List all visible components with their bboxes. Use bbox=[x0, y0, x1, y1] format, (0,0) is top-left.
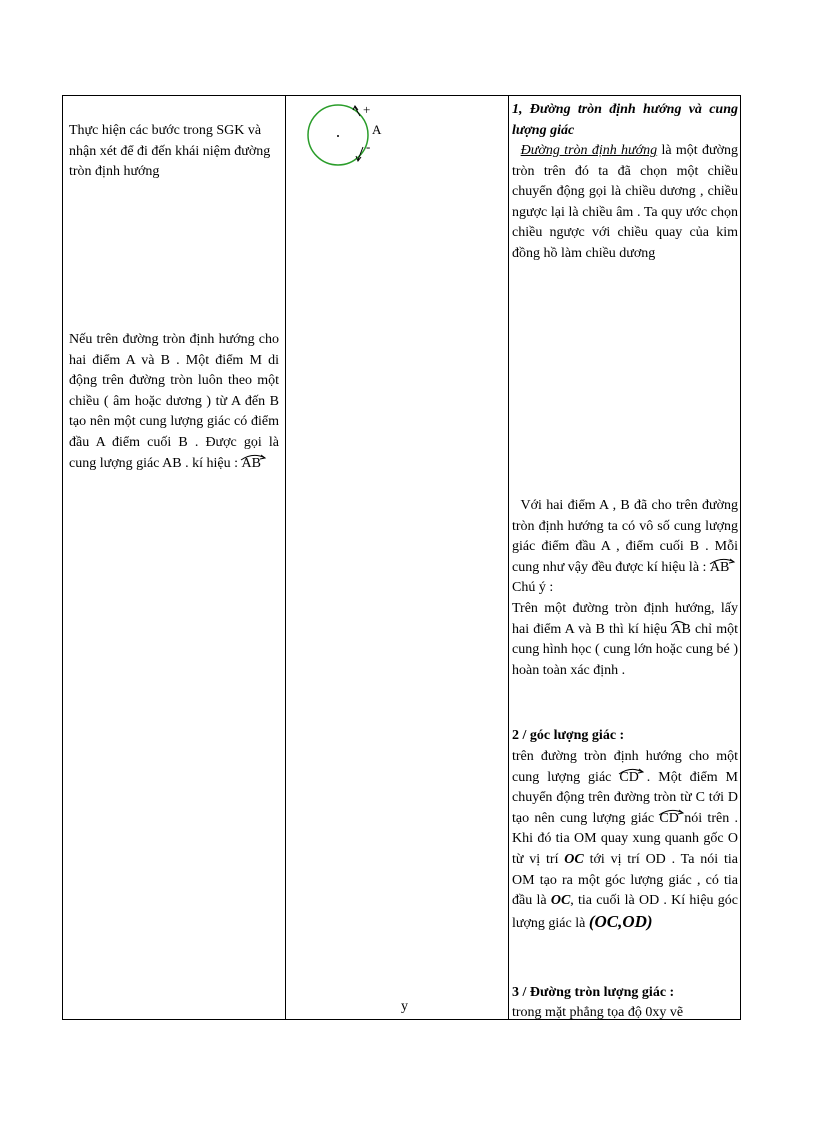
plus-label: + bbox=[363, 102, 371, 117]
trig-angle-text-b: . Một điểm M chuyển động trên đường tròn từ C tới D tạo nên cung lượng giác bbox=[512, 769, 739, 826]
trig-angle-text-d: tới vị trí OD . Ta nói tia OM tạo ra một góc lượng giác , có tia đầu là bbox=[512, 851, 739, 909]
arc-symbol-text-2: AB bbox=[709, 559, 730, 575]
arc-arrow-icon bbox=[239, 452, 267, 462]
arc-symbol-text: AB bbox=[241, 455, 261, 471]
note-text-a: Trên một đường tròn định hướng, lấy hai điểm A và B thì kí hiệu bbox=[512, 600, 738, 637]
arc-paragraph bbox=[512, 496, 738, 681]
content-table bbox=[62, 95, 741, 1020]
center-dot bbox=[337, 135, 339, 137]
column-activity bbox=[63, 96, 286, 1019]
trig-angle-paragraph bbox=[512, 747, 738, 934]
trig-angle-text-c: nói trên . Khi đó tia OM quay xung quanh gốc O từ vị trí bbox=[512, 810, 739, 867]
point-a-label: A bbox=[372, 122, 382, 137]
definition-body: là một đường tròn trên đó ta đã chọn một chiều chuyển động gọi là chiều dương , chiều ngược lại là chiều âm . Ta quy ước chọn chiều ngược với chiều quay của kim đồng hồ làm chiều dương bbox=[512, 143, 738, 261]
trig-angle-text-a: trên đường tròn định hướng cho một cung lượng giác bbox=[512, 749, 738, 785]
column-figure bbox=[285, 96, 509, 1019]
geometric-arc-symbol bbox=[671, 620, 690, 641]
trig-circle-paragraph: trong mặt phẳng tọa độ 0xy vẽ bbox=[512, 1005, 684, 1020]
arc-symbol-ab-2 bbox=[710, 558, 729, 579]
arc-symbol-cd bbox=[619, 768, 638, 789]
trig-angle-text-e: , tia cuối là OD . Kí hiệu góc lượng giác là bbox=[512, 893, 738, 931]
activity-text-2 bbox=[69, 330, 279, 474]
angle-notation: (OC,OD) bbox=[588, 911, 653, 931]
minus-label: - bbox=[366, 139, 371, 154]
arc-symbol-cd-2 bbox=[659, 809, 678, 830]
note-label: Chú ý : bbox=[512, 580, 554, 596]
hat-arc-icon bbox=[669, 618, 689, 626]
activity-text-1: Thực hiện các bước trong SGK và nhận xét để đi đến khái niệm đường tròn định hướng bbox=[69, 123, 271, 180]
oriented-circle-figure bbox=[303, 100, 393, 170]
definition-paragraph bbox=[512, 141, 738, 265]
arc-paragraph-text: Với hai điểm A , B đã cho trên đường tròn định hướng ta có vô số cung lượng giác điểm đầu A , điểm cuối B . Mỗi cung như vậy đều được kí hiệu là : bbox=[512, 498, 738, 575]
column-theory bbox=[508, 96, 740, 1019]
y-axis-label: y bbox=[401, 999, 408, 1014]
heading-trig-angle: 2 / góc lượng giác : bbox=[512, 728, 625, 743]
term-oriented-circle: Đường tròn định hướng bbox=[520, 143, 658, 158]
activity-text-2-body: Nếu trên đường tròn định hướng cho hai điểm A và B . Một điểm M di động trên đường tròn luôn theo một chiều ( âm hoặc dương ) từ A đến B tạo nên một cung lượng giác có điểm đầu A điểm cuối B . Được gọi là cung lượng giác AB . kí hiệu : bbox=[69, 332, 279, 471]
ray-oc-symbol-2: OC bbox=[550, 893, 571, 909]
arc-cd-text: CD bbox=[619, 769, 639, 785]
heading-trig-circle: 3 / Đường tròn lượng giác : bbox=[512, 985, 675, 1000]
note-text-b: chỉ một cung hình học ( cung lớn hoặc cung bé ) hoàn toàn xác định . bbox=[512, 621, 739, 678]
ray-oc-symbol: OC bbox=[564, 851, 584, 867]
arc-arrow-icon bbox=[657, 807, 685, 817]
arc-cd-text-2: CD bbox=[659, 810, 679, 826]
arc-arrow-icon bbox=[708, 556, 736, 566]
arc-arrow-icon bbox=[617, 766, 645, 776]
heading-oriented-circle: 1, Đường tròn định hướng và cung lượng giác bbox=[512, 102, 738, 138]
arc-symbol-ab bbox=[241, 454, 260, 475]
geometric-arc-text: AB bbox=[671, 621, 691, 637]
